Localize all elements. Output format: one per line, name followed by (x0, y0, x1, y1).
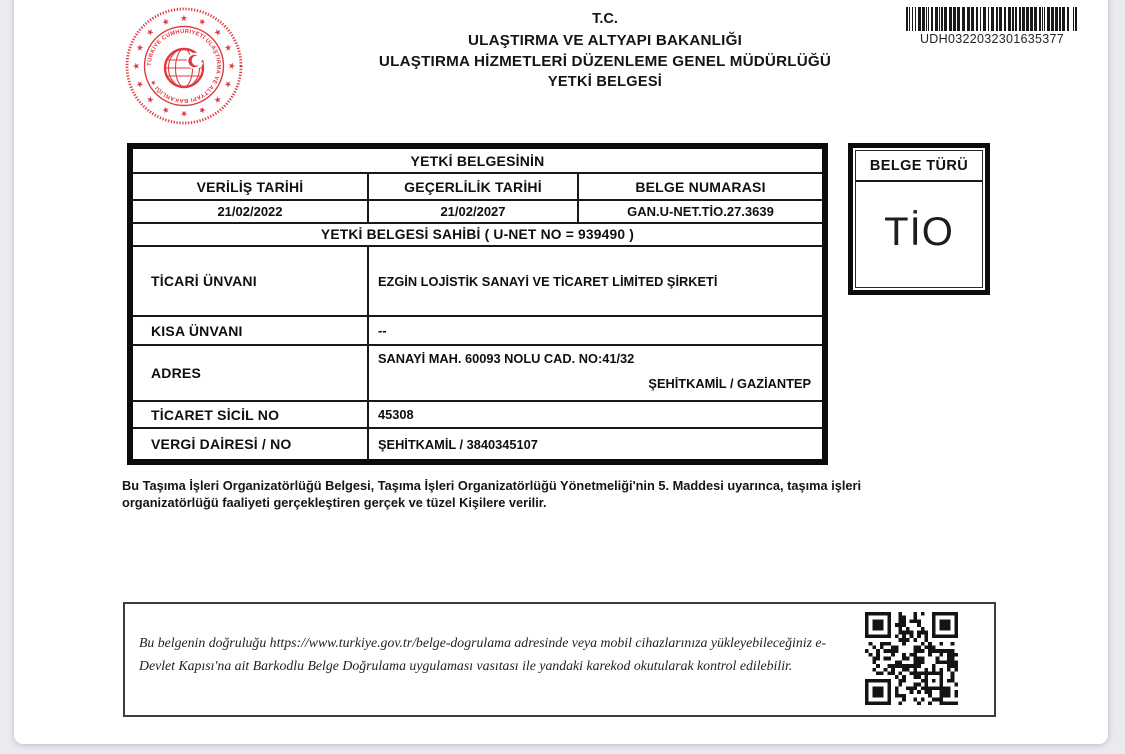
header-directorate: ULAŞTIRMA HİZMETLERİ DÜZENLEME GENEL MÜDÜRLÜĞÜ (378, 53, 832, 70)
svg-text:★: ★ (227, 62, 237, 70)
value-verilis-tarihi: 21/02/2022 (133, 201, 369, 222)
table-row-adres (133, 346, 822, 402)
col-header-belge-numarasi: BELGE NUMARASI (635, 178, 766, 195)
barcode-number: UDH0322032301635377 (919, 32, 1064, 46)
header-doc-type: YETKİ BELGESİ (547, 74, 663, 90)
col-header-verilis-tarihi: VERİLİŞ TARİHİ (133, 174, 369, 199)
table-header-row (133, 174, 822, 201)
adres-line2: ŞEHİTKAMİL / GAZİANTEP (648, 376, 811, 391)
svg-text:★: ★ (211, 25, 225, 39)
document-header (280, 9, 930, 93)
belge-turu-label: BELGE TÜRÜ (856, 151, 982, 182)
svg-text:★: ★ (131, 62, 141, 70)
regulation-statement: Bu Taşıma İşleri Organizatörlüğü Belgesi, Taşıma İşleri Organizatörlüğü Yönetmeliği'nin 5. Maddesi uyarınca, taşıma işleri organizatörlüğü faaliyeti gerçekleştiren gerçek ve tüzel Kişilere verilir. (122, 478, 862, 510)
svg-text:★: ★ (133, 42, 146, 54)
adres-line1: SANAYİ MAH. 60093 NOLU CAD. NO:41/32 (378, 351, 635, 366)
row-label: ADRES (133, 346, 369, 400)
svg-text:★: ★ (200, 59, 205, 66)
table-section2-title: YETKİ BELGESİ SAHİBİ ( U-NET NO = 939490 ) (133, 224, 822, 247)
svg-text:★: ★ (143, 25, 157, 39)
svg-text:★: ★ (222, 78, 235, 90)
col-header-gecerlilik-tarihi: GEÇERLİLİK TARİHİ (369, 174, 579, 199)
row-value (369, 346, 822, 400)
seal-stars-ring (131, 13, 237, 119)
svg-text:★: ★ (160, 104, 172, 117)
row-label: VERGİ DAİRESİ / NO (133, 429, 369, 459)
svg-text:★: ★ (143, 93, 157, 107)
header-tc: T.C. (592, 11, 618, 27)
certificate-table (127, 143, 828, 465)
verification-box (123, 602, 996, 717)
table-values-row (133, 201, 822, 224)
svg-text:★: ★ (196, 15, 208, 28)
value-gecerlilik-tarihi: 21/02/2027 (369, 201, 579, 222)
table-row-ticari-unvani (133, 247, 822, 317)
seal-inscription: TÜRKİYE CUMHURİYETİ ULAŞTIRMA VE ALTYAPI BAKANLIĞI ★ (146, 28, 222, 104)
row-label: KISA ÜNVANI (133, 317, 369, 344)
table-section1-title: YETKİ BELGESİNİN (133, 149, 822, 174)
row-label: TİCARET SİCİL NO (133, 402, 369, 427)
table-row-ticaret-sicil-no (133, 402, 822, 429)
table-row-vergi-dairesi (133, 429, 822, 459)
row-value: 45308 (378, 407, 414, 422)
svg-text:★: ★ (180, 13, 188, 23)
row-value: -- (378, 323, 387, 338)
svg-text:★: ★ (180, 109, 188, 119)
svg-text:★: ★ (133, 78, 146, 90)
svg-text:★: ★ (222, 42, 235, 54)
table-row-kisa-unvani (133, 317, 822, 346)
row-value: EZGİN LOJİSTİK SANAYİ VE TİCARET LİMİTED ŞİRKETİ (378, 273, 718, 289)
verification-text: Bu belgenin doğruluğu https://www.turkiye.gov.tr/belge-dogrulama adresinde veya mobil cihazlarınıza yükleyebileceğiniz e-Devlet Kapısı'na ait Barkodlu Belge Doğrulama uygulaması vasıtası ile yandaki karekod okutularak kontrol edilebilir. (139, 635, 827, 673)
barcode-icon (906, 7, 1078, 31)
belge-turu-value: TİO (884, 210, 954, 254)
qr-code (865, 612, 958, 705)
value-belge-numarasi: GAN.U-NET.TİO.27.3639 (627, 204, 774, 219)
svg-text:★: ★ (196, 104, 208, 117)
seal-inner-ring (145, 27, 224, 106)
header-ministry: ULAŞTIRMA VE ALTYAPI BAKANLIĞI (467, 32, 743, 49)
svg-text:★: ★ (211, 93, 225, 107)
ministry-seal-logo (124, 6, 244, 126)
row-value: ŞEHİTKAMİL / 3840345107 (378, 436, 538, 452)
belge-turu-box (848, 143, 990, 295)
barcode-block (906, 7, 1078, 46)
row-label: TİCARİ ÜNVANI (133, 247, 369, 315)
svg-text:★: ★ (160, 15, 172, 28)
